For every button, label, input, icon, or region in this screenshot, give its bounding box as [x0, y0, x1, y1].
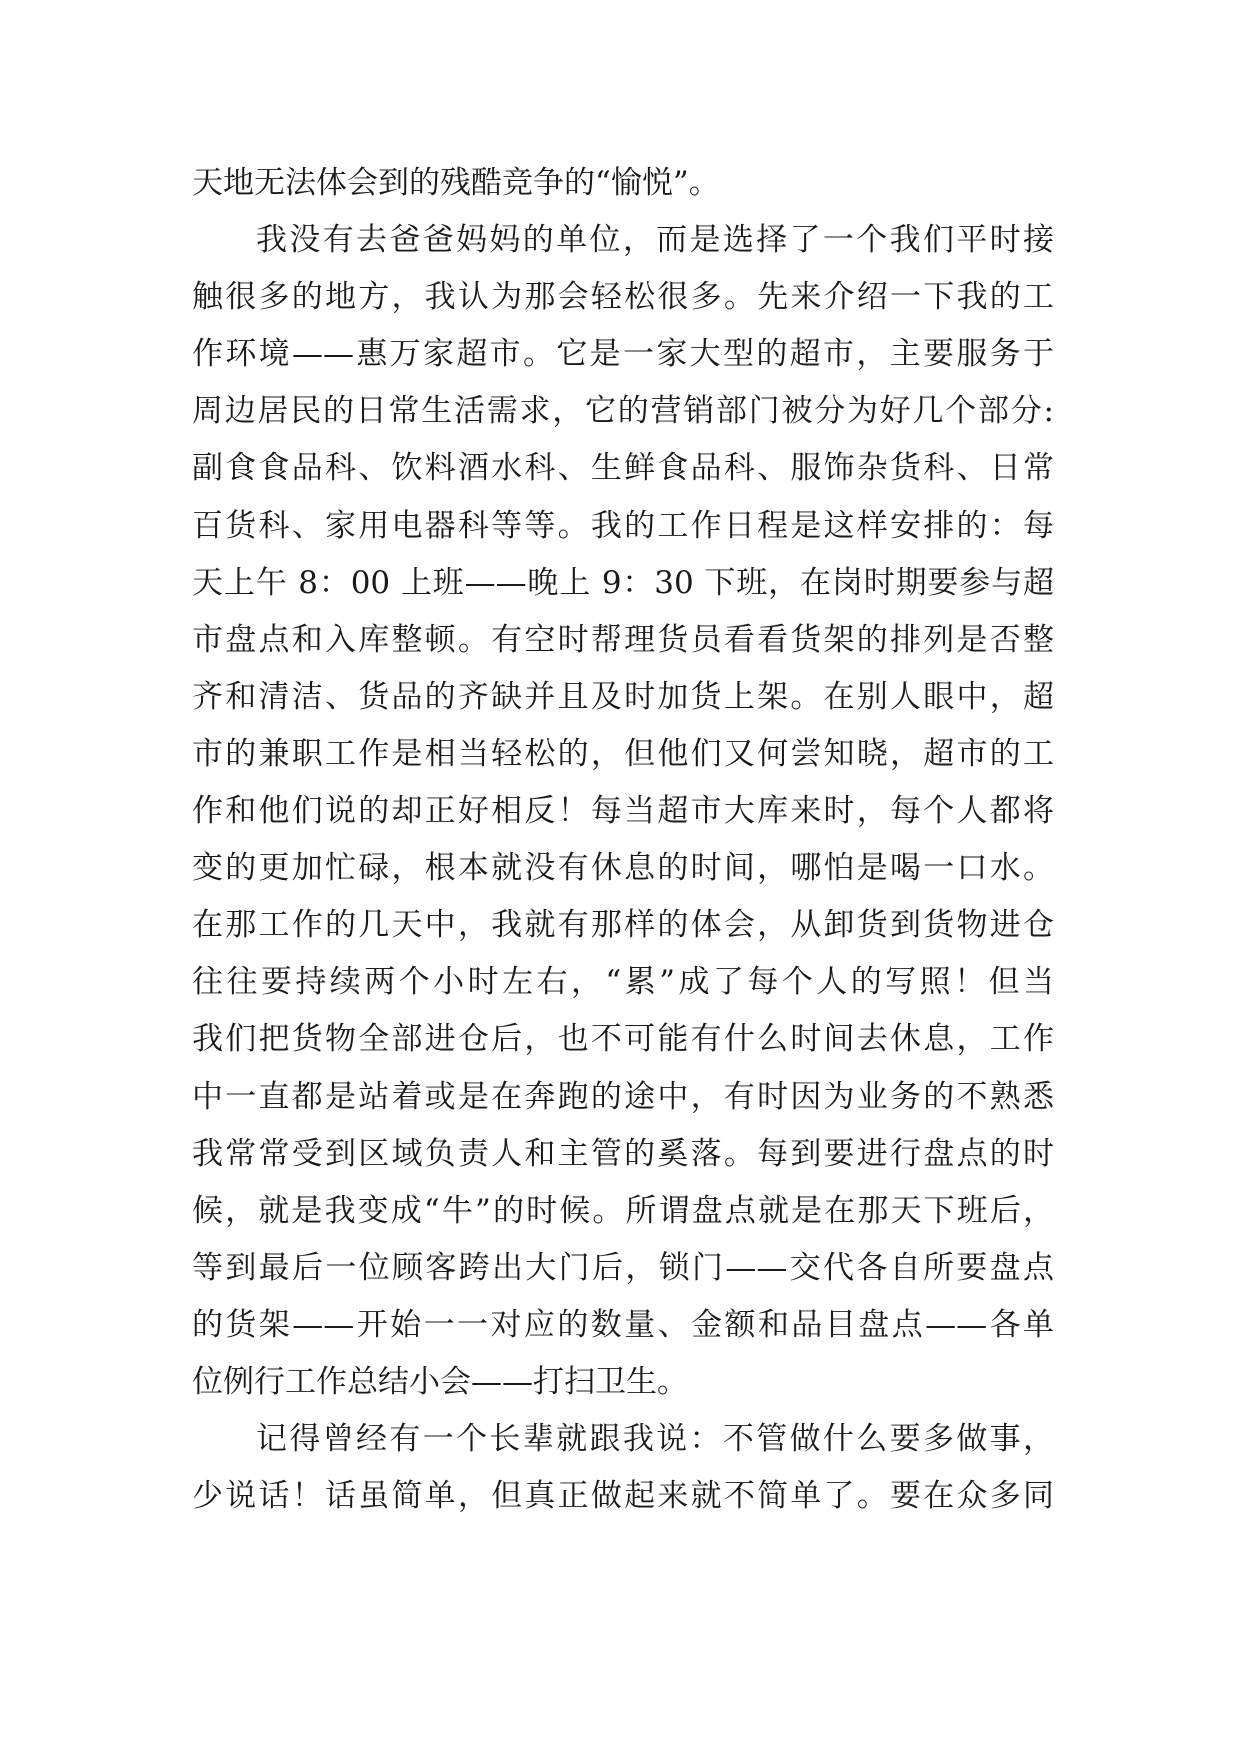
text-line: 我们把货物全部进仓后，也不可能有什么时间去休息，工作 — [192, 1021, 1054, 1058]
text-line: 齐和清洁、货品的齐缺并且及时加货上架。在别人眼中，超 — [192, 678, 1054, 715]
text-line: 市的兼职工作是相当轻松的，但他们又何尝知晓，超市的工 — [192, 735, 1054, 772]
text-line: 的货架——开始一一对应的数量、金额和品目盘点——各单 — [192, 1306, 1054, 1343]
text-line: 我常常受到区域负责人和主管的奚落。每到要进行盘点的时 — [192, 1135, 1054, 1172]
text-line: 往往要持续两个小时左右，“累”成了每个人的写照！但当 — [192, 964, 1054, 1001]
text-line: 市盘点和入库整顿。有空时帮理货员看看货架的排列是否整 — [192, 621, 1054, 658]
text-line: 副食食品科、饮料酒水科、生鲜食品科、服饰杂货科、日常 — [192, 450, 1054, 487]
text-line: 候，就是我变成“牛”的时候。所谓盘点就是在那天下班后， — [192, 1192, 1054, 1229]
text-line: 百货科、家用电器科等等。我的工作日程是这样安排的：每 — [192, 507, 1054, 544]
text-line: 在那工作的几天中，我就有那样的体会，从卸货到货物进仓 — [192, 907, 1054, 944]
text-line: 周边居民的日常生活需求，它的营销部门被分为好几个部分: — [192, 393, 1054, 430]
text-line: 中一直都是站着或是在奔跑的途中，有时因为业务的不熟悉 — [192, 1078, 1054, 1115]
text-line: 天上午 8：00 上班——晚上 9：30 下班，在岗时期要参与超 — [192, 564, 1054, 601]
body-text — [192, 155, 1054, 1525]
text-line: 变的更加忙碌，根本就没有休息的时间，哪怕是喝一口水。 — [192, 850, 1054, 887]
text-line: 少说话！话虽简单，但真正做起来就不简单了。要在众多同 — [192, 1478, 1054, 1515]
text-line: 位例行工作总结小会——打扫卫生。 — [192, 1363, 688, 1400]
text-line: 作和他们说的却正好相反！每当超市大库来时，每个人都将 — [192, 793, 1054, 830]
text-line: 天地无法体会到的残酷竞争的“愉悦”。 — [192, 165, 720, 201]
text-line: 触很多的地方，我认为那会轻松很多。先来介绍一下我的工 — [192, 279, 1054, 316]
text-line: 我没有去爸爸妈妈的单位，而是选择了一个我们平时接 — [256, 222, 1054, 259]
text-line: 等到最后一位顾客跨出大门后，锁门——交代各自所要盘点 — [192, 1249, 1054, 1286]
text-line: 记得曾经有一个长辈就跟我说：不管做什么要多做事， — [256, 1421, 1054, 1458]
text-line: 作环境——惠万家超市。它是一家大型的超市，主要服务于 — [192, 336, 1054, 373]
